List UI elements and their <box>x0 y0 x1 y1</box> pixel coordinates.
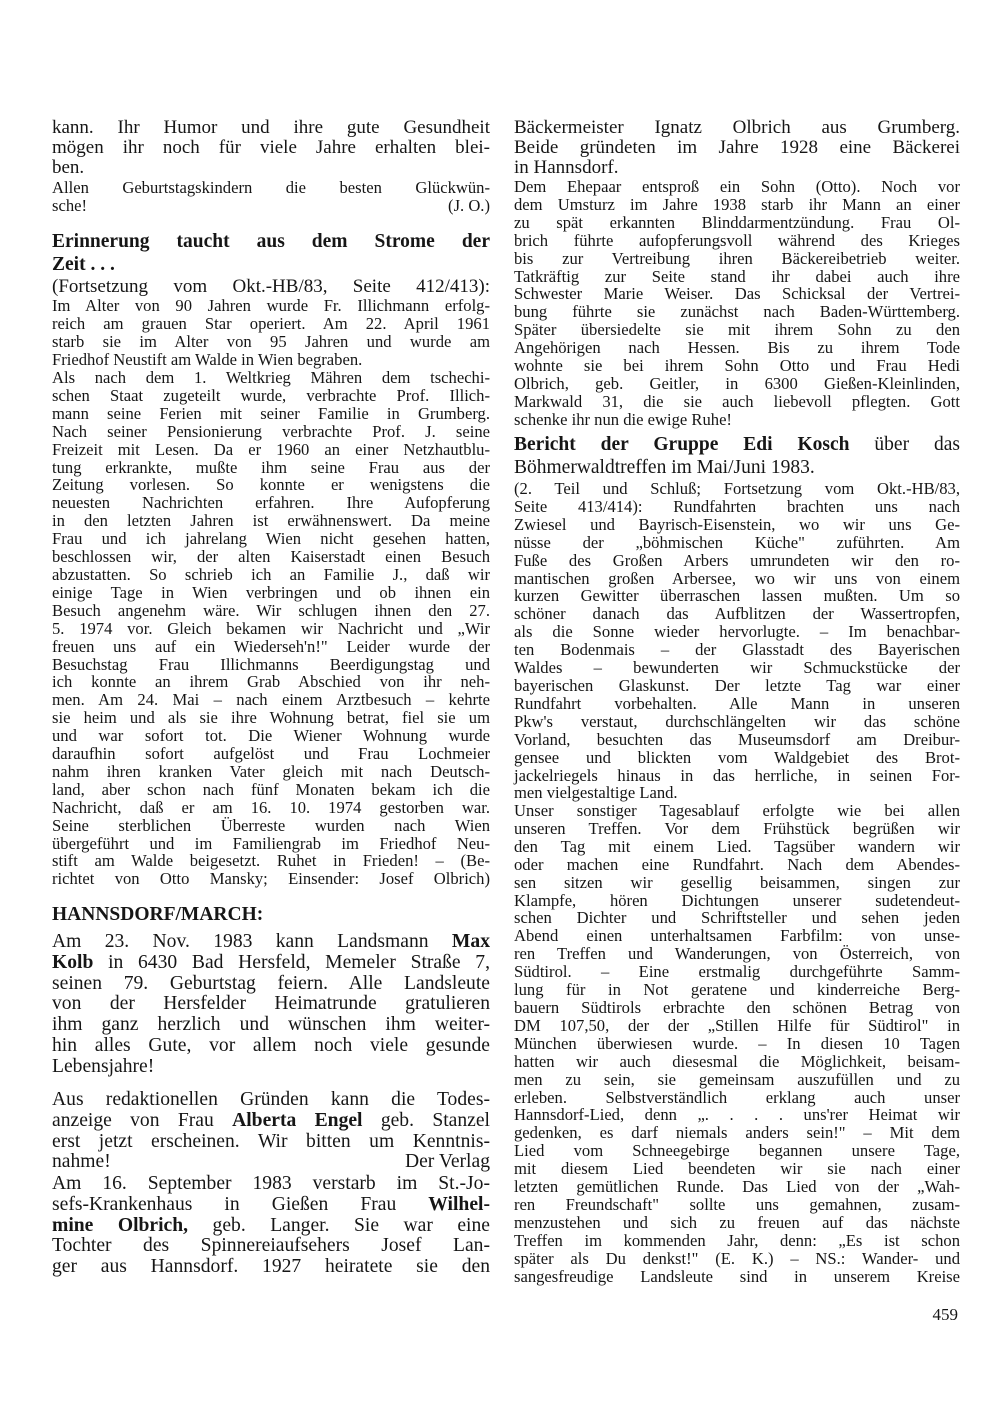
text-line: (2. Teil und Schluß; Fortsetzung vom Okt.-HB/83, <box>514 479 960 498</box>
text-line: von der Hersfelder Heimatrunde gratulieren <box>52 993 490 1015</box>
text-line: ger aus Hannsdorf. 1927 heiratete sie den <box>52 1256 490 1278</box>
text-line: beschlossen wir, der alten Kaiserstadt einen Besuch <box>52 547 490 567</box>
text-line: ich konnte an ihrem Grab Abschied von ihr neh- <box>52 672 490 692</box>
text-line: Zwiesel und Bayrisch-Eisenstein, wo wir uns Ge- <box>514 514 960 534</box>
text-line: einige Tage in Wien verbringen und ob ihnen ein <box>52 582 490 602</box>
text-line: kurzen Gewitter überraschen lassen mußten. Um so <box>514 586 960 606</box>
page-number: 459 <box>932 1305 958 1324</box>
text-line: bung führte sie zunächst nach Baden-Württemberg. <box>514 302 960 322</box>
text-line: Bäckermeister Ignatz Olbrich aus Grumberg. <box>514 117 960 138</box>
text-line: München überwiesen wurde. – In diesen 10 Tagen <box>514 1033 960 1053</box>
text-line: Freizeit mit Lesen. Da er 1960 an einer Netzhautblu- <box>52 439 490 459</box>
text-line: tung erkrankte, mußte ihm seine Frau aus der <box>52 457 490 477</box>
text-line: men. Am 24. Mai – nach einem Arztbesuch – kehrte <box>52 690 490 710</box>
text-line: Angehörigen nach Hessen. Bis zu ihrem Tode <box>514 338 960 358</box>
text-line: mann seine Ferien mit seiner Familie in Grumberg. <box>52 403 490 423</box>
text-line: HANNSDORF/MARCH: <box>52 904 264 925</box>
text-line: Seine sterblichen Überreste wurden nach Wien <box>52 815 490 835</box>
continuation-note <box>52 277 490 297</box>
text-line: Schwester Marie Weiser. Das Schicksal der Vertrei- <box>514 284 960 304</box>
text-line: in den letzten Jahren ist erwähnenswert. Da meine <box>52 511 490 531</box>
text-line: schenke ihr nun die ewige Ruhe! <box>514 409 732 429</box>
text-line: Zeit . . . <box>52 253 115 275</box>
text-line: Am 23. Nov. 1983 kann Landsmann Max <box>52 931 490 952</box>
text-line: Pkw's verstaut, durchschlängelten wir das schöne <box>514 711 960 731</box>
text-line: später als Du denkst!" (E. K.) – NS.: Wander- und <box>514 1248 960 1268</box>
text-line: Vorland, besuchten das Museumsdorf am Dreibur- <box>514 729 960 749</box>
text-line: Böhmerwaldtreffen im Mai/Juni 1983. <box>514 456 815 478</box>
text-line: reich am grauen Star operiert. Am 22. April 1961 <box>52 313 490 333</box>
text-line: gedenken, es darf niemals anders sein!" – Mit dem <box>514 1123 960 1143</box>
text-line: schöner danach das Aufblitzen der Wassertropfen, <box>514 604 960 624</box>
text-line: Lied vom Schneegebirge begannen unsere Tage, <box>514 1141 960 1161</box>
text-line: Fuße des Großen Arbers umrundeten wir den ro- <box>514 550 960 570</box>
text-line: (Fortsetzung vom Okt.-HB/83, Seite 412/413): <box>52 276 490 297</box>
text-line: hin alles Gute, vor allem noch viele gesunde <box>52 1034 490 1056</box>
text-line: den Tag mit einem Lied. Tagsüber wandern wir <box>514 836 960 856</box>
text-line: letzten gemütlichen Runde. Das Lied von der „Wah- <box>514 1177 960 1197</box>
text-line: Nachricht, daß er am 16. 10. 1974 gestorben war. <box>52 797 490 817</box>
text-line: ihm ganz herzlich und wünschen ihm weiter- <box>52 1014 490 1036</box>
paragraph-excursions <box>514 480 960 802</box>
editorial-note <box>52 1090 490 1173</box>
intro-paragraph-left <box>52 118 490 178</box>
signature: (J. O.) <box>448 195 490 215</box>
text-line: Zeitung vorlesen. So konnte er wenigstens die <box>52 475 490 495</box>
text-line: richtet von Otto Mansky; Einsender: Josef Olbrich) <box>52 869 490 889</box>
text-line: Frau und ich jahrelang Wien nicht gesehen hatten, <box>52 529 490 549</box>
text-line: Treffen im kommenden Jahr, denn: „Es ist schon <box>514 1230 960 1250</box>
text-line: nahm ihren kranken Vater gleich mit nach Deutsch- <box>52 761 490 781</box>
text-line: schen Staat zugeteilt wurde, verbrachte Prof. Illich- <box>52 385 490 405</box>
text-line: stift am Walde beigesetzt. Ruhet in Frieden! – (Be- <box>52 851 490 871</box>
text-line: schen Dichter und Schriftsteller und sehen jeden <box>514 908 960 928</box>
intro-paragraph-right <box>514 118 960 178</box>
paragraph-daily-routine <box>514 802 960 1285</box>
text-line: kann. Ihr Humor und ihre gute Gesundheit <box>52 117 490 138</box>
text-line: oder machen eine Rundfahrt. Nach dem Abendes- <box>514 854 960 874</box>
text-line: 5. 1974 vor. Gleich bekamen wir Nachricht und „Wir <box>52 618 490 638</box>
text-line: Waldes – bewunderten wir Schmuckstücke der <box>514 658 960 678</box>
text-line: lung für in Not geratene und kinderreiche Berg- <box>514 980 960 1000</box>
text-line: brich führte aufopferungsvoll während des Krieges <box>514 230 960 250</box>
text-line: Besuch angenehm wäre. Wir schlugen ihnen den 27. <box>52 600 490 620</box>
text-line: sen sitzen wir gesellig beisammen, singen zur <box>514 872 960 892</box>
text-line: übergeführt und im Familiengrab im Friedhof Neu- <box>52 833 490 853</box>
text-line: Nach seiner Pensionierung verbrachte Prof. J. seine <box>52 421 490 441</box>
text-line: Am 16. September 1983 verstarb im St.-Jo- <box>52 1173 490 1194</box>
text-line: Rundfahrt vorbehalten. Alle Mann in unseren <box>514 693 960 713</box>
paragraph-olbrich-family <box>514 178 960 429</box>
text-line: unseren Treffen. Vor dem Frühstück begrüßen wir <box>514 818 960 838</box>
text-line: freuen uns auf ein Wiederseh'n!" Leider wurde der <box>52 636 490 656</box>
text-line: Seite 413/414): Rundfahrten brachten uns nach <box>514 496 960 516</box>
text-line: DM 107,50, der der „Stillen Hilfe für Südtirol" in <box>514 1015 960 1035</box>
text-line: jackelriegels hinaus in das herrliche, in seinen For- <box>514 765 960 785</box>
text-line: Tochter des Spinnereiaufsehers Josef Lan- <box>52 1235 490 1257</box>
text-line: Hannsdorf-Lied, denn „. . . . uns'rer Heimat wir <box>514 1105 960 1125</box>
text-line: Im Alter von 90 Jahren wurde Fr. Illichmann erfolg- <box>52 296 490 315</box>
text-line: mine Olbrich, geb. Langer. Sie war eine <box>52 1214 490 1236</box>
birthday-wishes <box>52 179 490 215</box>
text-line: anzeige von Frau Alberta Engel geb. Stanzel <box>52 1109 490 1131</box>
text-line: als die Sonne wieder hervorlugte. – Im benachbar- <box>514 622 960 642</box>
text-line: sangesfreudige Landsleute sind in unserem Kreise <box>514 1266 960 1286</box>
bold-name: Max <box>451 931 490 952</box>
text-line: Als nach dem 1. Weltkrieg Mähren dem tschechi- <box>52 368 490 387</box>
text-line: erst jetzt erscheinen. Wir bitten um Kenntnis- <box>52 1130 490 1152</box>
text-line: Aus redaktionellen Gründen kann die Todes- <box>52 1089 490 1110</box>
text-line: abzustatten. So schrieb ich an Familie J., daß wir <box>52 564 490 584</box>
text-line: bis zur Vertreibung ihren Bäckereibetrieb weiter. <box>514 248 960 268</box>
obituary-olbrich <box>52 1174 490 1278</box>
text-line: Beide gründeten im Jahre 1928 eine Bäckerei <box>514 137 960 158</box>
text-line: mantischen großen Arbersee, wo wir uns von einem <box>514 568 960 588</box>
text-line: erleben. Selbstverständlich erklang auch unser <box>514 1087 960 1107</box>
text-line: Südtirol. – Eine erstmalig durchgeführte Samm- <box>514 962 960 982</box>
paragraph-illichmann-death <box>52 297 490 369</box>
text-line: zu spät erkannten Blinddarmentzündung. Frau Ol- <box>514 212 960 232</box>
text-line: Friedhof Neustift am Walde in Wien begraben. <box>52 349 363 369</box>
signature: Der Verlag <box>404 1151 490 1173</box>
bold-name: Bericht der Gruppe Edi Kosch <box>514 434 850 455</box>
text-line: wohnte sie bei ihrem Sohn Otto und Frau Hedi <box>514 356 960 376</box>
text-line: ren Treffen und Wanderungen, von Österreich, von <box>514 944 960 964</box>
text-line: men vielgestaltige Land. <box>514 783 678 803</box>
text-line: daraufhin sofort aufgelöst und Frau Lochmeier <box>52 744 490 764</box>
text-line: mit diesem Lied beendeten wir sie nach einer <box>514 1159 960 1179</box>
heading-erinnerung <box>52 231 490 276</box>
text-line: Allen Geburtstagskindern die besten Glückwün- <box>52 178 490 197</box>
text-line: seinen 79. Geburtstag feiern. Alle Landsleute <box>52 972 490 994</box>
text-line: bauern Südtirols erbrachte den schönen Betrag von <box>514 997 960 1017</box>
text-line: Besuchstag Frau Illichmanns Beerdigungstag und <box>52 654 490 674</box>
text-line: land, aber schon nach fünf Monaten bekam ich die <box>52 779 490 799</box>
text-line: nüsse der „böhmischen Küche" zuführten. Am <box>514 532 960 552</box>
text-line: Unser sonstiger Tagesablauf erfolgte wie bei allen <box>514 801 960 820</box>
heading-bericht-kosch <box>514 434 960 479</box>
text-line: Dem Ehepaar entsproß ein Sohn (Otto). Noch vor <box>514 177 960 196</box>
text-line: neuesten Nachrichten erfahren. Ihre Aufopferung <box>52 493 490 513</box>
text-line: Abend einen unterhaltsamen Farbfilm: von unse- <box>514 926 960 946</box>
paragraph-illichmann-story <box>52 369 490 888</box>
text-line: Kolb in 6430 Bad Hersfeld, Memeler Straße 7, <box>52 951 490 973</box>
text-line: nahme! Der Verlag <box>52 1151 490 1173</box>
text-line: ten Bodenmais – der Glasstadt des Bayerischen <box>514 640 960 660</box>
text-line: gensee und blickten vom Waldgebiet des Brot- <box>514 747 960 767</box>
text-line: Erinnerung taucht aus dem Strome der <box>52 231 490 252</box>
text-line: starb sie im Alter von 95 Jahren und wurde am <box>52 331 490 351</box>
text-line: Markwald 31, die sie auch liebevoll pflegten. Gott <box>514 391 960 411</box>
text-line: Bericht der Gruppe Edi Kosch über das <box>514 434 960 455</box>
bold-name: Wilhel- <box>428 1193 490 1215</box>
text-line: menzustehen und sich zu freuen auf das nächste <box>514 1212 960 1232</box>
text-line: Tatkräftig zur Seite stand ihr dabei auch ihre <box>514 266 960 286</box>
text-line: und war sofort tot. Die Wiener Wohnung wurde <box>52 726 490 746</box>
text-line: in Hannsdorf. <box>514 157 619 178</box>
heading-hannsdorf-march <box>52 904 490 927</box>
text-line: mögen ihr noch für viele Jahre erhalten blei- <box>52 137 490 158</box>
text-line: sche! (J. O.) <box>52 195 490 215</box>
text-line: sefs-Krankenhaus in Gießen Frau Wilhel- <box>52 1193 490 1215</box>
bold-name: mine Olbrich, <box>52 1214 189 1236</box>
text-line: sie heim und als sie ihre Wohnung betrat, fiel sie um <box>52 708 490 728</box>
text-line: hatten wir auch diesesmal die Möglichkeit, beisam- <box>514 1051 960 1071</box>
text-line: ren Freundschaft" sollte uns gemahnen, zusam- <box>514 1194 960 1214</box>
text-line: ben. <box>52 157 85 178</box>
birthday-announcement <box>52 932 490 1078</box>
text-line: bayerischen Glaskunst. Der letzte Tag war einer <box>514 675 960 695</box>
bold-name: Kolb <box>52 951 94 973</box>
bold-name: Alberta Engel <box>232 1109 363 1131</box>
text-line: dem Umsturz im Jahre 1938 starb ihr Mann an einer <box>514 194 960 214</box>
text-line: Lebensjahre! <box>52 1055 155 1077</box>
text-line: Olbrich, geb. Geitler, in 6300 Gießen-Kleinlinden, <box>514 373 960 393</box>
text-line: Später übersiedelte sie mit ihrem Sohn zu den <box>514 320 960 340</box>
text-line: Klampfe, hören Dichtungen unserer sudetendeut- <box>514 890 960 910</box>
text-line: men zu sein, sie gemeinsam auszufüllen und zu <box>514 1069 960 1089</box>
